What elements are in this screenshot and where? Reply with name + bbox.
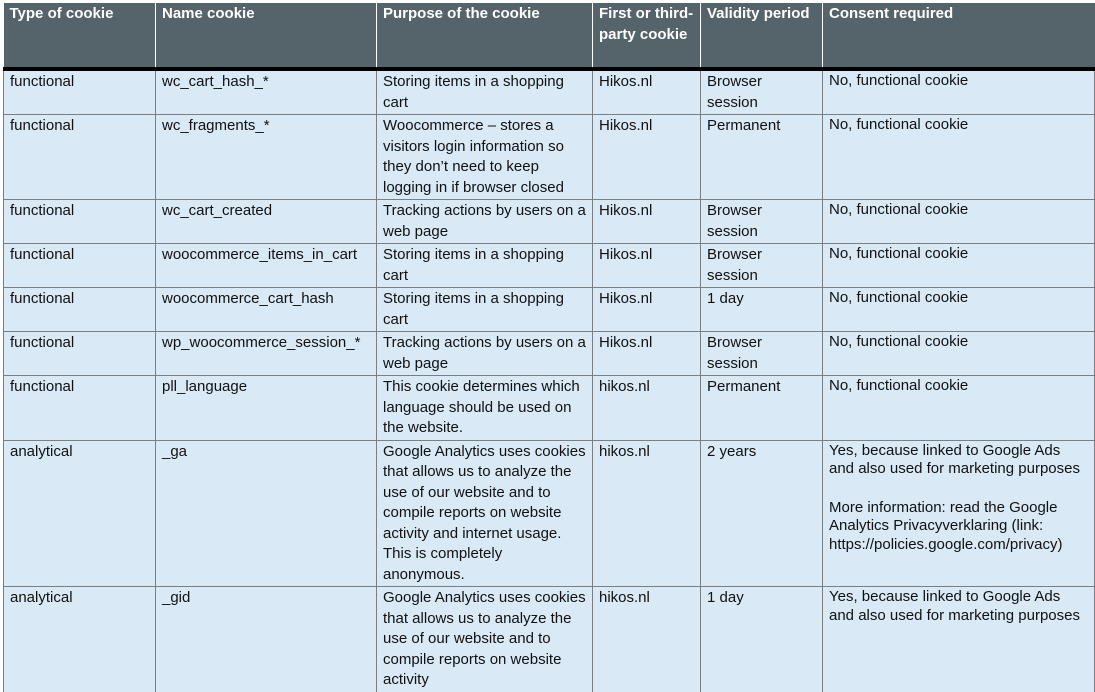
- cell-type: functional: [4, 376, 156, 441]
- header-type-of-cookie: Type of cookie: [4, 3, 156, 69]
- header-validity: Validity period: [701, 3, 823, 69]
- cell-party: hikos.nl: [593, 440, 701, 587]
- cell-name: wc_cart_created: [156, 200, 377, 244]
- table-row: [4, 115, 1095, 200]
- cell-purpose: This cookie determines which language should be used on the website.: [377, 376, 593, 441]
- consent-text: Yes, because linked to Google Ads and also used for marketing purposes: [829, 441, 1080, 477]
- cell-purpose: Storing items in a shopping cart: [377, 69, 593, 115]
- cell-validity: Browser session: [701, 69, 823, 115]
- cell-name: woocommerce_cart_hash: [156, 288, 377, 332]
- cell-validity: Browser session: [701, 200, 823, 244]
- cell-purpose: Woocommerce – stores a visitors login information so they don’t need to keep logging in if browser closed: [377, 115, 593, 200]
- cell-party: Hikos.nl: [593, 332, 701, 376]
- cell-consent: No, functional cookie: [823, 244, 1095, 288]
- cell-type: functional: [4, 288, 156, 332]
- cell-purpose: Google Analytics uses cookies that allows us to analyze the use of our website and to compile reports on website activity: [377, 587, 593, 692]
- cell-purpose: Storing items in a shopping cart: [377, 288, 593, 332]
- cell-purpose: Tracking actions by users on a web page: [377, 200, 593, 244]
- cell-purpose: Google Analytics uses cookies that allows us to analyze the use of our website and to compile reports on website activity and internet usage. This is completely anonymous.: [377, 440, 593, 587]
- cell-name: _ga: [156, 440, 377, 587]
- cell-type: analytical: [4, 440, 156, 587]
- table-row: [4, 587, 1095, 692]
- cell-type: functional: [4, 115, 156, 200]
- cell-validity: Browser session: [701, 244, 823, 288]
- cell-party: Hikos.nl: [593, 288, 701, 332]
- cell-party: Hikos.nl: [593, 69, 701, 115]
- cell-name: _gid: [156, 587, 377, 692]
- cell-party: Hikos.nl: [593, 200, 701, 244]
- cell-type: functional: [4, 332, 156, 376]
- cell-consent: No, functional cookie: [823, 288, 1095, 332]
- cell-name: wp_woocommerce_session_*: [156, 332, 377, 376]
- header-purpose: Purpose of the cookie: [377, 3, 593, 69]
- header-name-cookie: Name cookie: [156, 3, 377, 69]
- cell-name: wc_cart_hash_*: [156, 69, 377, 115]
- header-row: [4, 3, 1095, 69]
- cell-party: hikos.nl: [593, 587, 701, 692]
- table-row: [4, 376, 1095, 441]
- cell-purpose: Tracking actions by users on a web page: [377, 332, 593, 376]
- cell-validity: Browser session: [701, 332, 823, 376]
- table-row: [4, 200, 1095, 244]
- table-body: [4, 69, 1095, 692]
- cell-consent: No, functional cookie: [823, 115, 1095, 200]
- cookie-table-container: [3, 3, 1094, 692]
- cell-party: Hikos.nl: [593, 115, 701, 200]
- table-row: [4, 244, 1095, 288]
- cell-validity: 2 years: [701, 440, 823, 587]
- cell-name: wc_fragments_*: [156, 115, 377, 200]
- cell-type: functional: [4, 69, 156, 115]
- cell-type: functional: [4, 244, 156, 288]
- cell-consent: [823, 440, 1095, 587]
- table-header: [4, 3, 1095, 69]
- consent-more-info: More information: read the Google Analytics Privacyverklaring (link: https://policies.google.com/privacy): [829, 498, 1063, 553]
- cell-type: analytical: [4, 587, 156, 692]
- cell-type: functional: [4, 200, 156, 244]
- cell-consent: Yes, because linked to Google Ads and also used for marketing purposes: [823, 587, 1095, 692]
- cell-consent: No, functional cookie: [823, 376, 1095, 441]
- cell-consent: No, functional cookie: [823, 69, 1095, 115]
- cell-purpose: Storing items in a shopping cart: [377, 244, 593, 288]
- cell-validity: Permanent: [701, 115, 823, 200]
- table-row: [4, 440, 1095, 587]
- cell-name: pll_language: [156, 376, 377, 441]
- table-row: [4, 69, 1095, 115]
- cell-party: Hikos.nl: [593, 244, 701, 288]
- table-row: [4, 332, 1095, 376]
- cell-consent: No, functional cookie: [823, 332, 1095, 376]
- table-row: [4, 288, 1095, 332]
- header-party: First or third-party cookie: [593, 3, 701, 69]
- cookie-table: [3, 3, 1095, 692]
- cell-validity: 1 day: [701, 587, 823, 692]
- header-consent: Consent required: [823, 3, 1095, 69]
- cell-validity: Permanent: [701, 376, 823, 441]
- cell-consent: No, functional cookie: [823, 200, 1095, 244]
- cell-name: woocommerce_items_in_cart: [156, 244, 377, 288]
- cell-validity: 1 day: [701, 288, 823, 332]
- cell-party: hikos.nl: [593, 376, 701, 441]
